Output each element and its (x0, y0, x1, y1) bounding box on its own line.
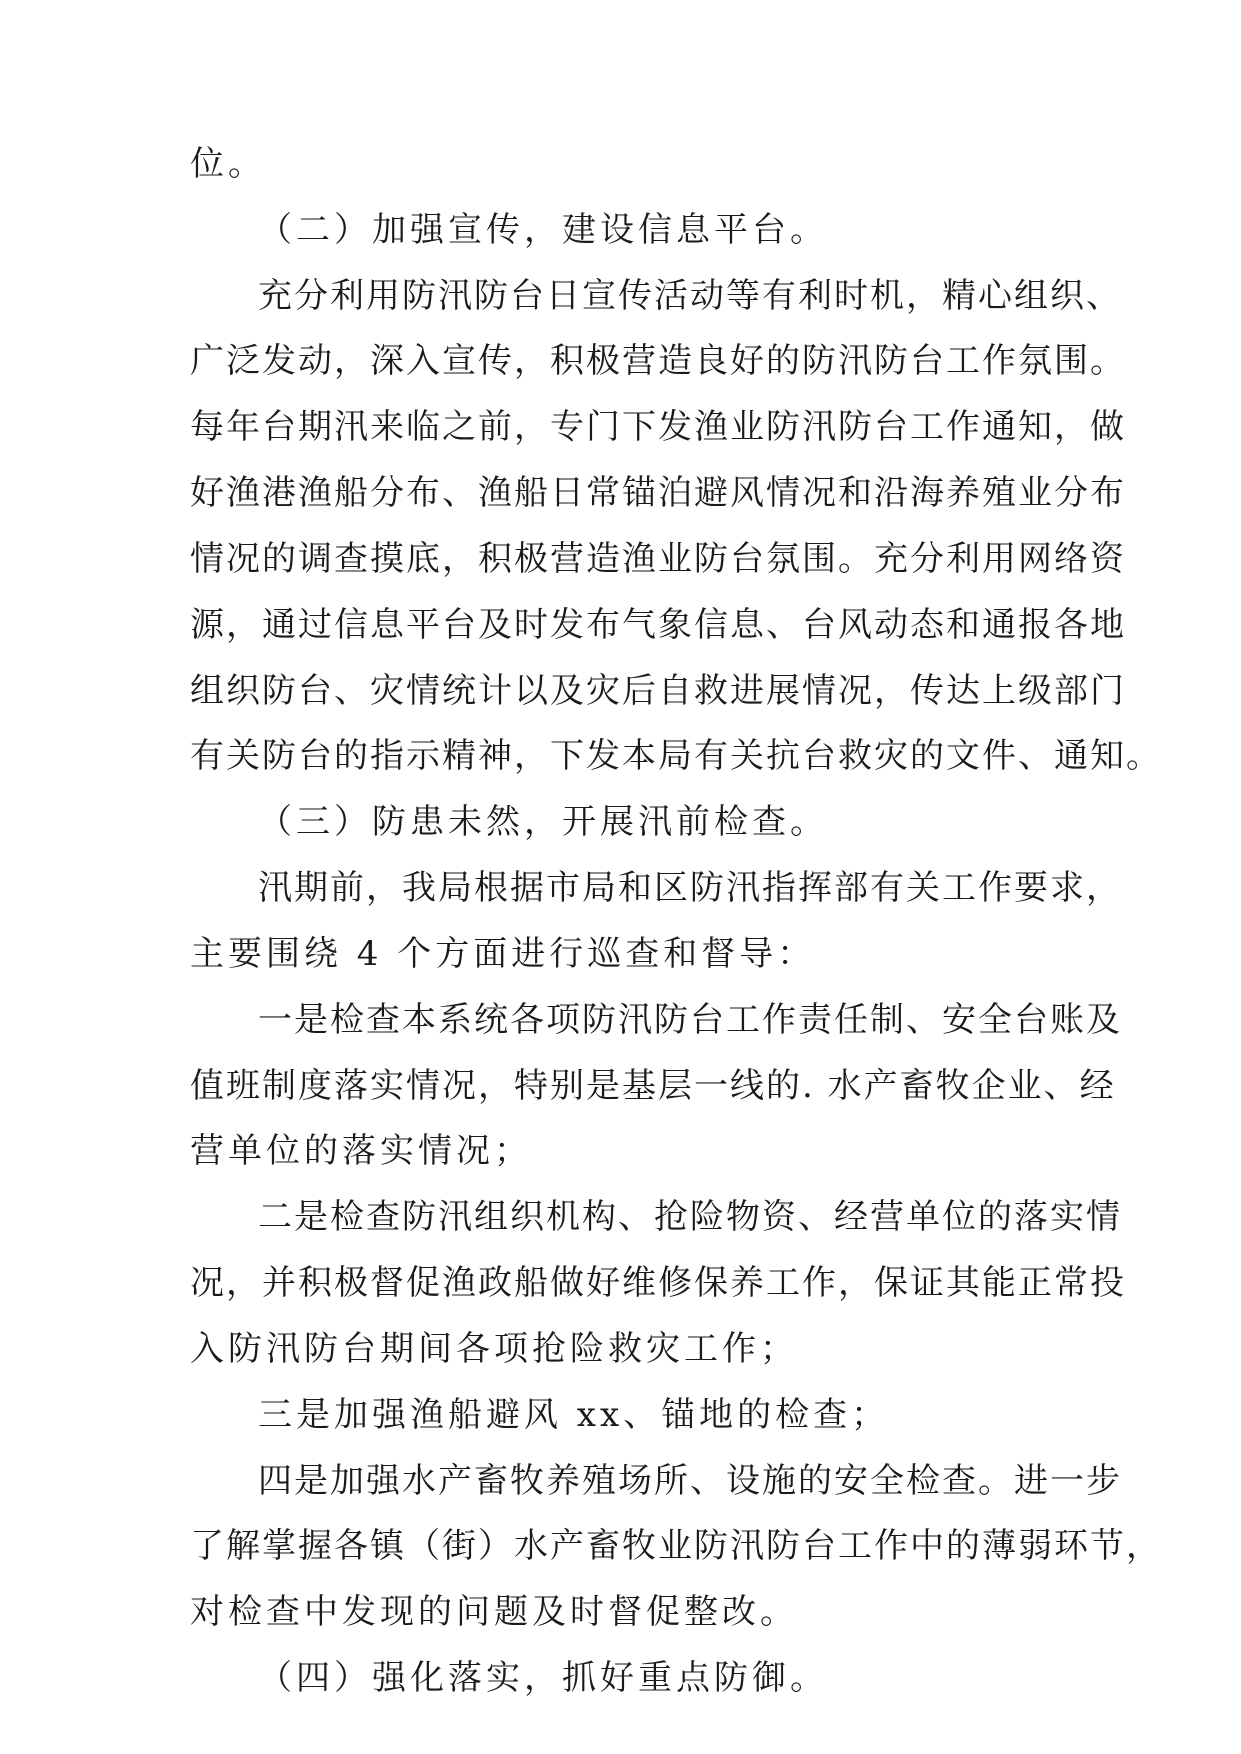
text-line: 汛期前，我局根据市局和区防汛指挥部有关工作要求， (258, 868, 1122, 909)
text-line: 每年台期汛来临之前，专门下发渔业防汛防台工作通知，做 (190, 407, 1126, 448)
text-line: 源，通过信息平台及时发布气象信息、台风动态和通报各地 (190, 604, 1126, 645)
text-line: 好渔港渔船分布、渔船日常锚泊避风情况和沿海养殖业分布 (190, 473, 1126, 514)
text-line: 有关防台的指示精神，下发本局有关抗台救灾的文件、通知。 (190, 736, 1162, 777)
text-line: 对检查中发现的问题及时督促整改。 (190, 1592, 798, 1633)
text-line: 组织防台、灾情统计以及灾后自救进展情况，传达上级部门 (190, 670, 1126, 711)
text-line: 值班制度落实情况，特别是基层一线的. 水产畜牧企业、经 (190, 1065, 1116, 1106)
text-line: 况，并积极督促渔政船做好维修保养工作，保证其能正常投 (190, 1263, 1126, 1304)
text-line: 一是检查本系统各项防汛防台工作责任制、安全台账及 (258, 999, 1122, 1040)
text-line: 二是检查防汛组织机构、抢险物资、经营单位的落实情 (258, 1197, 1122, 1238)
section-heading: （四）强化落实，抓好重点防御。 (258, 1658, 828, 1698)
text-line: 位。 (190, 144, 266, 184)
text-line: 营单位的落实情况； (190, 1131, 532, 1172)
text-line: 广泛发动，深入宣传，积极营造良好的防汛防台工作氛围。 (190, 341, 1126, 382)
text-line: 主要围绕 4 个方面进行巡查和督导： (190, 933, 816, 974)
section-heading: （三）防患未然，开展汛前检查。 (258, 802, 828, 843)
text-line: 了解掌握各镇（街）水产畜牧业防汛防台工作中的薄弱环节， (190, 1526, 1162, 1567)
text-line: 充分利用防汛防台日宣传活动等有利时机，精心组织、 (258, 275, 1122, 316)
text-line: 情况的调查摸底，积极营造渔业防台氛围。充分利用网络资 (190, 538, 1126, 579)
text-line: 入防汛防台期间各项抢险救灾工作； (190, 1328, 798, 1369)
text-line: 四是加强水产畜牧养殖场所、设施的安全检查。进一步 (258, 1460, 1122, 1501)
text-line: 三是加强渔船避风 xx、锚地的检查； (258, 1394, 890, 1435)
section-heading: （二）加强宣传，建设信息平台。 (258, 209, 828, 250)
